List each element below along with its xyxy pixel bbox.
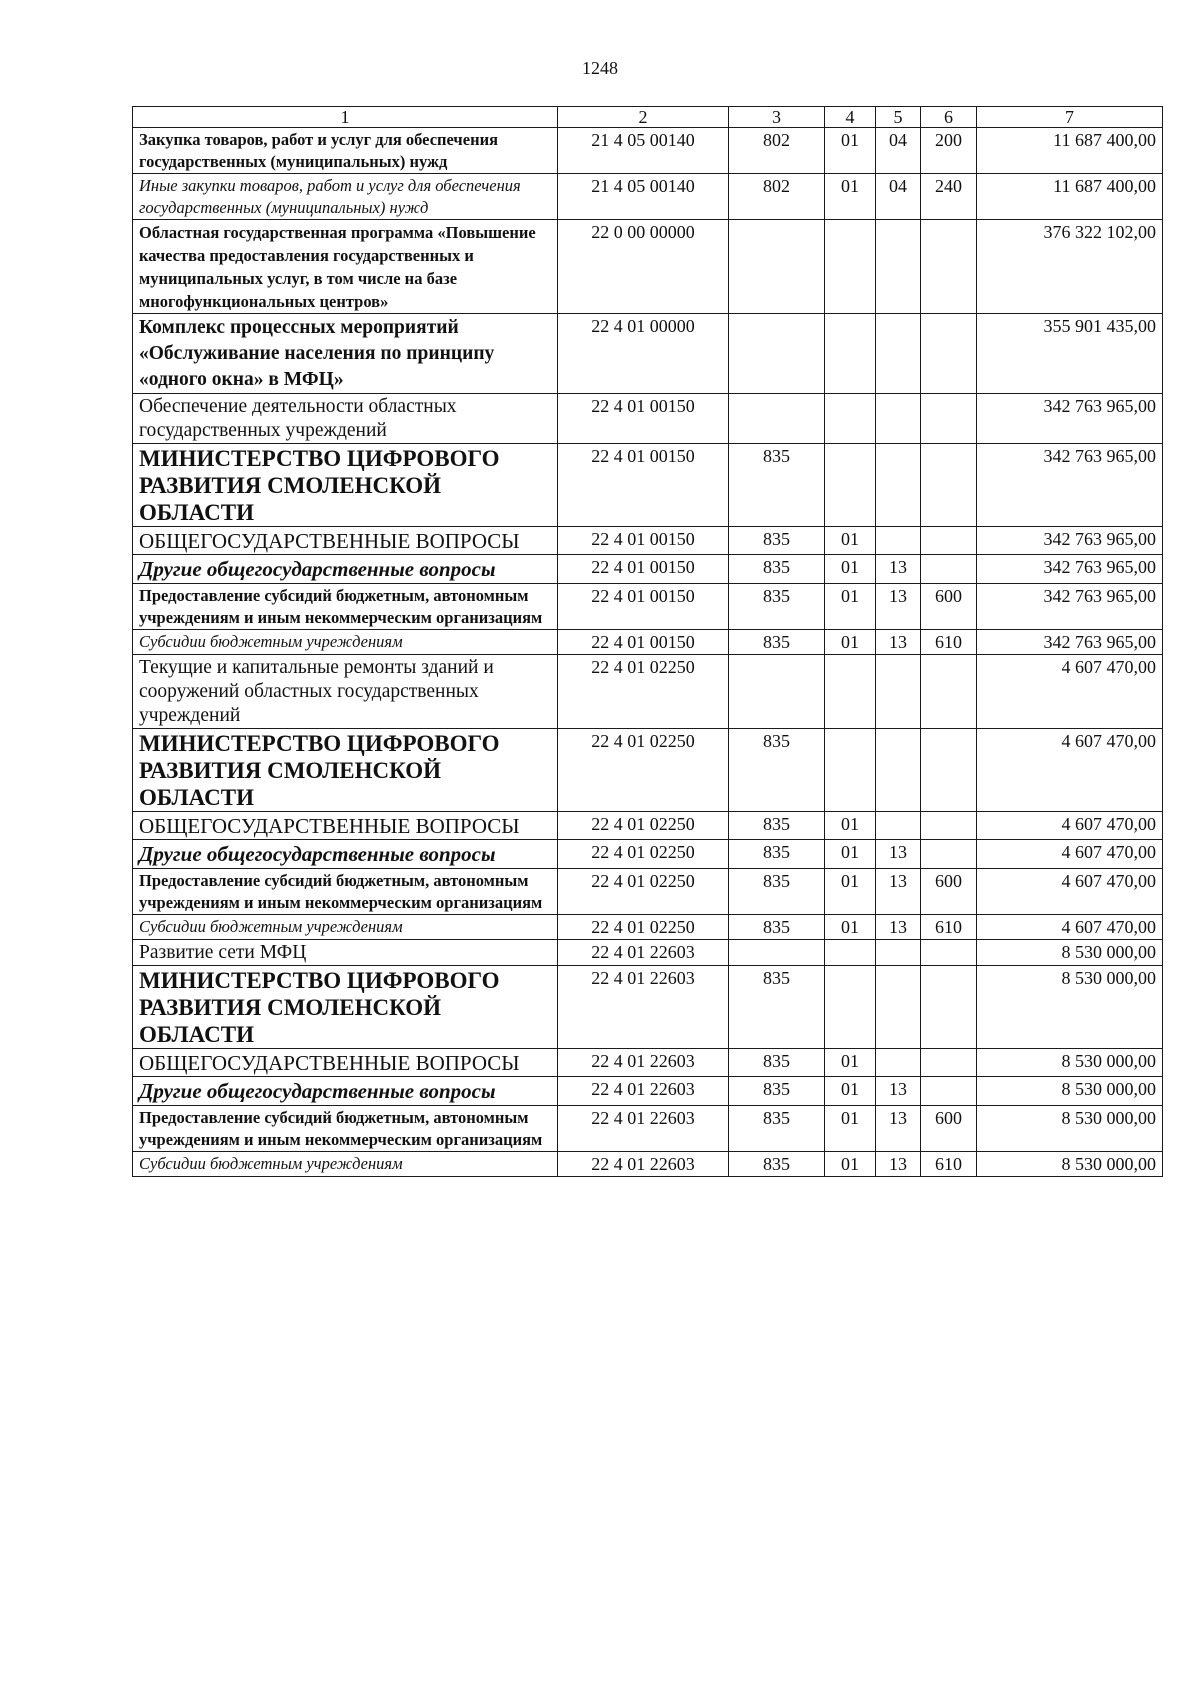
- table-row: [133, 584, 1163, 630]
- expense-type-cell: [921, 812, 977, 840]
- administrator-code-cell: 835: [729, 630, 825, 655]
- subsection-code-cell: 13: [876, 1152, 921, 1177]
- subsection-code-cell: [876, 655, 921, 729]
- column-header-5: 5: [876, 107, 921, 128]
- row-name-cell: Предоставление субсидий бюджетным, автономным учреждениям и иным некоммерческим организациям: [133, 869, 558, 915]
- subsection-code-cell: 13: [876, 630, 921, 655]
- amount-cell: 8 530 000,00: [977, 1077, 1163, 1106]
- row-name-cell: Другие общегосударственные вопросы: [133, 555, 558, 584]
- table-row: [133, 555, 1163, 584]
- amount-cell: 342 763 965,00: [977, 584, 1163, 630]
- section-code-cell: 01: [825, 555, 876, 584]
- table-header-row: [133, 107, 1163, 128]
- amount-cell: 4 607 470,00: [977, 812, 1163, 840]
- row-name-cell: Субсидии бюджетным учреждениям: [133, 630, 558, 655]
- table-row: [133, 174, 1163, 220]
- target-article-cell: 22 4 01 00150: [558, 527, 729, 555]
- administrator-code-cell: [729, 940, 825, 966]
- row-name-cell: Субсидии бюджетным учреждениям: [133, 915, 558, 940]
- expense-type-cell: [921, 1049, 977, 1077]
- expense-type-cell: [921, 840, 977, 869]
- expense-type-cell: [921, 729, 977, 812]
- table-row: [133, 1077, 1163, 1106]
- expense-type-cell: [921, 527, 977, 555]
- target-article-cell: 22 4 01 22603: [558, 966, 729, 1049]
- administrator-code-cell: 835: [729, 1152, 825, 1177]
- table-row: [133, 840, 1163, 869]
- amount-cell: 4 607 470,00: [977, 655, 1163, 729]
- subsection-code-cell: 13: [876, 869, 921, 915]
- expense-type-cell: [921, 655, 977, 729]
- row-name-cell: ОБЩЕГОСУДАРСТВЕННЫЕ ВОПРОСЫ: [133, 527, 558, 555]
- target-article-cell: 22 4 01 02250: [558, 915, 729, 940]
- section-code-cell: [825, 394, 876, 444]
- page-number: 1248: [582, 58, 618, 78]
- expense-type-cell: [921, 220, 977, 314]
- amount-cell: 4 607 470,00: [977, 729, 1163, 812]
- table-row: [133, 655, 1163, 729]
- row-name-cell: Предоставление субсидий бюджетным, автономным учреждениям и иным некоммерческим организациям: [133, 1106, 558, 1152]
- target-article-cell: 22 4 01 22603: [558, 940, 729, 966]
- target-article-cell: 22 4 01 00150: [558, 555, 729, 584]
- target-article-cell: 21 4 05 00140: [558, 174, 729, 220]
- target-article-cell: 22 4 01 00150: [558, 630, 729, 655]
- row-name-cell: Другие общегосударственные вопросы: [133, 1077, 558, 1106]
- administrator-code-cell: [729, 220, 825, 314]
- row-name-cell: ОБЩЕГОСУДАРСТВЕННЫЕ ВОПРОСЫ: [133, 812, 558, 840]
- section-code-cell: 01: [825, 840, 876, 869]
- row-name-cell: МИНИСТЕРСТВО ЦИФРОВОГО РАЗВИТИЯ СМОЛЕНСКОЙ ОБЛАСТИ: [133, 729, 558, 812]
- target-article-cell: 22 4 01 02250: [558, 840, 729, 869]
- subsection-code-cell: 13: [876, 840, 921, 869]
- amount-cell: 4 607 470,00: [977, 840, 1163, 869]
- amount-cell: 342 763 965,00: [977, 527, 1163, 555]
- table-row: [133, 630, 1163, 655]
- administrator-code-cell: 835: [729, 812, 825, 840]
- target-article-cell: 22 4 01 02250: [558, 812, 729, 840]
- administrator-code-cell: [729, 314, 825, 394]
- amount-cell: 11 687 400,00: [977, 128, 1163, 174]
- column-header-3: 3: [729, 107, 825, 128]
- expense-type-cell: 600: [921, 869, 977, 915]
- table-row: [133, 940, 1163, 966]
- subsection-code-cell: 04: [876, 174, 921, 220]
- target-article-cell: 22 4 01 22603: [558, 1152, 729, 1177]
- target-article-cell: 22 4 01 02250: [558, 869, 729, 915]
- expense-type-cell: 200: [921, 128, 977, 174]
- expense-type-cell: 610: [921, 630, 977, 655]
- amount-cell: 8 530 000,00: [977, 966, 1163, 1049]
- expense-type-cell: 600: [921, 584, 977, 630]
- administrator-code-cell: 835: [729, 555, 825, 584]
- subsection-code-cell: 04: [876, 128, 921, 174]
- row-name-cell: Областная государственная программа «Повышение качества предоставления государственных и муниципальных услуг, в том числе на базе многофункциональных центров»: [133, 220, 558, 314]
- section-code-cell: 01: [825, 869, 876, 915]
- expense-type-cell: [921, 940, 977, 966]
- administrator-code-cell: 835: [729, 915, 825, 940]
- target-article-cell: 22 4 01 22603: [558, 1106, 729, 1152]
- subsection-code-cell: 13: [876, 1106, 921, 1152]
- section-code-cell: [825, 314, 876, 394]
- subsection-code-cell: 13: [876, 584, 921, 630]
- subsection-code-cell: 13: [876, 555, 921, 584]
- expense-type-cell: [921, 555, 977, 584]
- subsection-code-cell: [876, 314, 921, 394]
- table-row: [133, 1049, 1163, 1077]
- subsection-code-cell: 13: [876, 915, 921, 940]
- section-code-cell: 01: [825, 1106, 876, 1152]
- table-row: [133, 869, 1163, 915]
- subsection-code-cell: [876, 444, 921, 527]
- administrator-code-cell: 835: [729, 527, 825, 555]
- subsection-code-cell: [876, 527, 921, 555]
- administrator-code-cell: 835: [729, 444, 825, 527]
- row-name-cell: ОБЩЕГОСУДАРСТВЕННЫЕ ВОПРОСЫ: [133, 1049, 558, 1077]
- amount-cell: 342 763 965,00: [977, 444, 1163, 527]
- amount-cell: 8 530 000,00: [977, 940, 1163, 966]
- row-name-cell: Закупка товаров, работ и услуг для обеспечения государственных (муниципальных) нужд: [133, 128, 558, 174]
- target-article-cell: 22 4 01 22603: [558, 1077, 729, 1106]
- column-header-2: 2: [558, 107, 729, 128]
- amount-cell: 8 530 000,00: [977, 1152, 1163, 1177]
- administrator-code-cell: 835: [729, 584, 825, 630]
- administrator-code-cell: 835: [729, 1106, 825, 1152]
- row-name-cell: Развитие сети МФЦ: [133, 940, 558, 966]
- administrator-code-cell: 802: [729, 174, 825, 220]
- column-header-7: 7: [977, 107, 1163, 128]
- amount-cell: 355 901 435,00: [977, 314, 1163, 394]
- row-name-cell: Субсидии бюджетным учреждениям: [133, 1152, 558, 1177]
- target-article-cell: 22 4 01 00150: [558, 584, 729, 630]
- row-name-cell: Другие общегосударственные вопросы: [133, 840, 558, 869]
- section-code-cell: [825, 220, 876, 314]
- administrator-code-cell: [729, 655, 825, 729]
- expense-type-cell: [921, 314, 977, 394]
- subsection-code-cell: [876, 812, 921, 840]
- amount-cell: 342 763 965,00: [977, 555, 1163, 584]
- section-code-cell: 01: [825, 630, 876, 655]
- subsection-code-cell: [876, 394, 921, 444]
- section-code-cell: [825, 444, 876, 527]
- amount-cell: 342 763 965,00: [977, 630, 1163, 655]
- amount-cell: 342 763 965,00: [977, 394, 1163, 444]
- section-code-cell: [825, 655, 876, 729]
- target-article-cell: 22 4 01 02250: [558, 729, 729, 812]
- administrator-code-cell: 835: [729, 1077, 825, 1106]
- column-header-4: 4: [825, 107, 876, 128]
- table-row: [133, 729, 1163, 812]
- row-name-cell: МИНИСТЕРСТВО ЦИФРОВОГО РАЗВИТИЯ СМОЛЕНСКОЙ ОБЛАСТИ: [133, 444, 558, 527]
- table-row: [133, 966, 1163, 1049]
- column-header-6: 6: [921, 107, 977, 128]
- section-code-cell: 01: [825, 527, 876, 555]
- section-code-cell: 01: [825, 812, 876, 840]
- subsection-code-cell: 13: [876, 1077, 921, 1106]
- table-row: [133, 1106, 1163, 1152]
- section-code-cell: 01: [825, 584, 876, 630]
- expense-type-cell: 600: [921, 1106, 977, 1152]
- row-name-cell: Комплекс процессных мероприятий «Обслуживание населения по принципу «одного окна» в МФЦ»: [133, 314, 558, 394]
- section-code-cell: 01: [825, 1077, 876, 1106]
- target-article-cell: 22 4 01 22603: [558, 1049, 729, 1077]
- table-row: [133, 915, 1163, 940]
- amount-cell: 376 322 102,00: [977, 220, 1163, 314]
- table-row: [133, 314, 1163, 394]
- expense-type-cell: [921, 1077, 977, 1106]
- table-row: [133, 1152, 1163, 1177]
- row-name-cell: Предоставление субсидий бюджетным, автономным учреждениям и иным некоммерческим организациям: [133, 584, 558, 630]
- expense-type-cell: 240: [921, 174, 977, 220]
- subsection-code-cell: [876, 966, 921, 1049]
- amount-cell: 11 687 400,00: [977, 174, 1163, 220]
- table-row: [133, 220, 1163, 314]
- subsection-code-cell: [876, 729, 921, 812]
- subsection-code-cell: [876, 940, 921, 966]
- row-name-cell: МИНИСТЕРСТВО ЦИФРОВОГО РАЗВИТИЯ СМОЛЕНСКОЙ ОБЛАСТИ: [133, 966, 558, 1049]
- section-code-cell: 01: [825, 1049, 876, 1077]
- section-code-cell: 01: [825, 128, 876, 174]
- amount-cell: 4 607 470,00: [977, 869, 1163, 915]
- administrator-code-cell: 835: [729, 729, 825, 812]
- target-article-cell: 22 4 01 00000: [558, 314, 729, 394]
- administrator-code-cell: 835: [729, 1049, 825, 1077]
- target-article-cell: 22 0 00 00000: [558, 220, 729, 314]
- expense-type-cell: 610: [921, 915, 977, 940]
- table-row: [133, 812, 1163, 840]
- amount-cell: 8 530 000,00: [977, 1049, 1163, 1077]
- subsection-code-cell: [876, 1049, 921, 1077]
- row-name-cell: Обеспечение деятельности областных государственных учреждений: [133, 394, 558, 444]
- expense-type-cell: [921, 444, 977, 527]
- expense-type-cell: [921, 966, 977, 1049]
- section-code-cell: 01: [825, 915, 876, 940]
- administrator-code-cell: 835: [729, 840, 825, 869]
- section-code-cell: 01: [825, 1152, 876, 1177]
- table-row: [133, 444, 1163, 527]
- target-article-cell: 22 4 01 02250: [558, 655, 729, 729]
- target-article-cell: 21 4 05 00140: [558, 128, 729, 174]
- subsection-code-cell: [876, 220, 921, 314]
- expense-type-cell: [921, 394, 977, 444]
- section-code-cell: 01: [825, 174, 876, 220]
- section-code-cell: [825, 729, 876, 812]
- target-article-cell: 22 4 01 00150: [558, 444, 729, 527]
- administrator-code-cell: 802: [729, 128, 825, 174]
- target-article-cell: 22 4 01 00150: [558, 394, 729, 444]
- row-name-cell: Текущие и капитальные ремонты зданий и сооружений областных государственных учреждений: [133, 655, 558, 729]
- budget-table: [132, 106, 1163, 1177]
- administrator-code-cell: [729, 394, 825, 444]
- amount-cell: 4 607 470,00: [977, 915, 1163, 940]
- amount-cell: 8 530 000,00: [977, 1106, 1163, 1152]
- table-row: [133, 128, 1163, 174]
- administrator-code-cell: 835: [729, 966, 825, 1049]
- section-code-cell: [825, 966, 876, 1049]
- expense-type-cell: 610: [921, 1152, 977, 1177]
- table-row: [133, 394, 1163, 444]
- column-header-1: 1: [133, 107, 558, 128]
- section-code-cell: [825, 940, 876, 966]
- row-name-cell: Иные закупки товаров, работ и услуг для обеспечения государственных (муниципальных) нужд: [133, 174, 558, 220]
- administrator-code-cell: 835: [729, 869, 825, 915]
- table-row: [133, 527, 1163, 555]
